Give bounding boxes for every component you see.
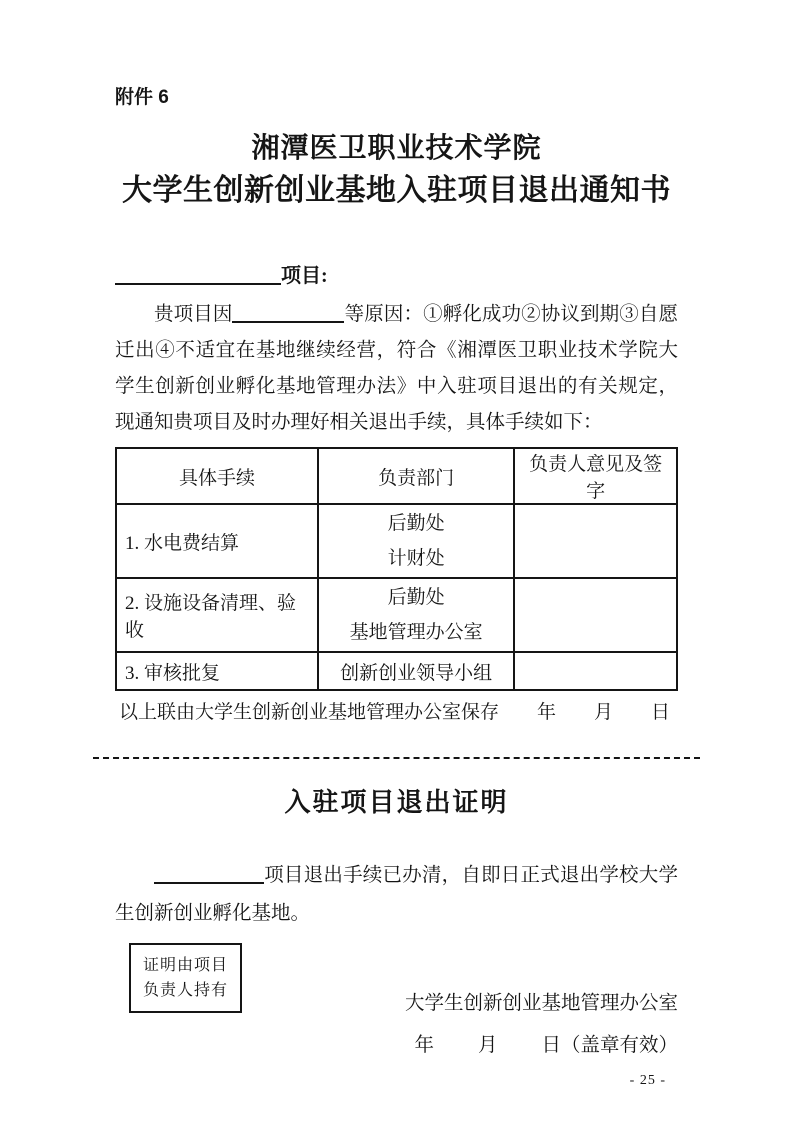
cert-day-label: 日: [541, 1035, 561, 1056]
project-name-line: [115, 261, 678, 291]
footer-day-label: 日: [651, 702, 671, 723]
holder-note-line2: 负责人持有: [143, 982, 229, 999]
certificate-body: [115, 857, 678, 933]
signature-cell: [514, 578, 677, 652]
footer-year-label: 年: [537, 702, 557, 723]
certificate-body-text: 项目退出手续已办清，自即日正式退出学校大学生创新创业孵化基地。: [115, 865, 678, 924]
procedure-cell: 1. 水电费结算: [116, 504, 318, 578]
certificate-title: 入驻项目退出证明: [284, 788, 509, 817]
table-row: [116, 504, 677, 578]
department-line: 计财处: [387, 548, 445, 569]
table-header-procedure: 具体手续: [116, 448, 318, 504]
section-divider: [93, 757, 700, 759]
signature-cell: [514, 504, 677, 578]
project-label: 项目:: [281, 265, 328, 287]
notice-body: [115, 297, 678, 441]
document-title-line2: 大学生创新创业基地入驻项目退出通知书: [122, 174, 671, 207]
table-row: [116, 578, 677, 652]
department-cell: [318, 504, 514, 578]
certificate-bottom-row: [115, 943, 678, 1059]
table-footer-note: [115, 699, 678, 727]
holder-note-box: [129, 943, 242, 1013]
signature-block: [405, 991, 678, 1059]
reason-blank: [232, 303, 344, 323]
project-name-blank: [115, 265, 281, 285]
table-row: [116, 652, 677, 690]
department-line: 后勤处: [387, 587, 445, 608]
notice-body-rest: 等原因：①孵化成功②协议到期③自愿迁出④不适宜在基地继续经营，符合《湘潭医卫职业技术学院大学生创新创业孵化基地管理办法》中入驻项目退出的有关规定，现通知贵项目及时办理好相关退出手续，具体手续如下：: [115, 304, 678, 433]
department-line: 基地管理办公室: [349, 622, 483, 643]
cert-year-label: 年: [414, 1035, 434, 1056]
signature-date-line: [405, 1033, 678, 1059]
document-title-line1: 湘潭医卫职业技术学院: [251, 133, 542, 164]
procedures-table: [115, 447, 678, 691]
attachment-label: 附件 6: [115, 87, 169, 108]
cert-month-label: 月: [477, 1035, 498, 1056]
seal-note: （盖章有效）: [560, 1035, 678, 1056]
procedure-cell: 3. 审核批复: [116, 652, 318, 690]
notice-body-lead: 贵项目因: [154, 304, 233, 325]
department-cell: 创新创业领导小组: [318, 652, 514, 690]
holder-note-line1: 证明由项目: [143, 957, 229, 974]
department-line: 后勤处: [387, 513, 445, 534]
procedure-cell: 2. 设施设备清理、验收: [116, 578, 318, 652]
footer-month-label: 月: [594, 702, 614, 723]
department-cell: [318, 578, 514, 652]
table-header-row: [116, 448, 677, 504]
table-footer-text: 以上联由大学生创新创业基地管理办公室保存: [119, 702, 500, 723]
table-header-signature: 负责人意见及签字: [514, 448, 677, 504]
signature-cell: [514, 652, 677, 690]
page-number: - 25 -: [629, 1073, 666, 1088]
signature-office: 大学生创新创业基地管理办公室: [404, 993, 678, 1014]
certificate-project-blank: [154, 864, 264, 884]
table-header-department: 负责部门: [318, 448, 514, 504]
